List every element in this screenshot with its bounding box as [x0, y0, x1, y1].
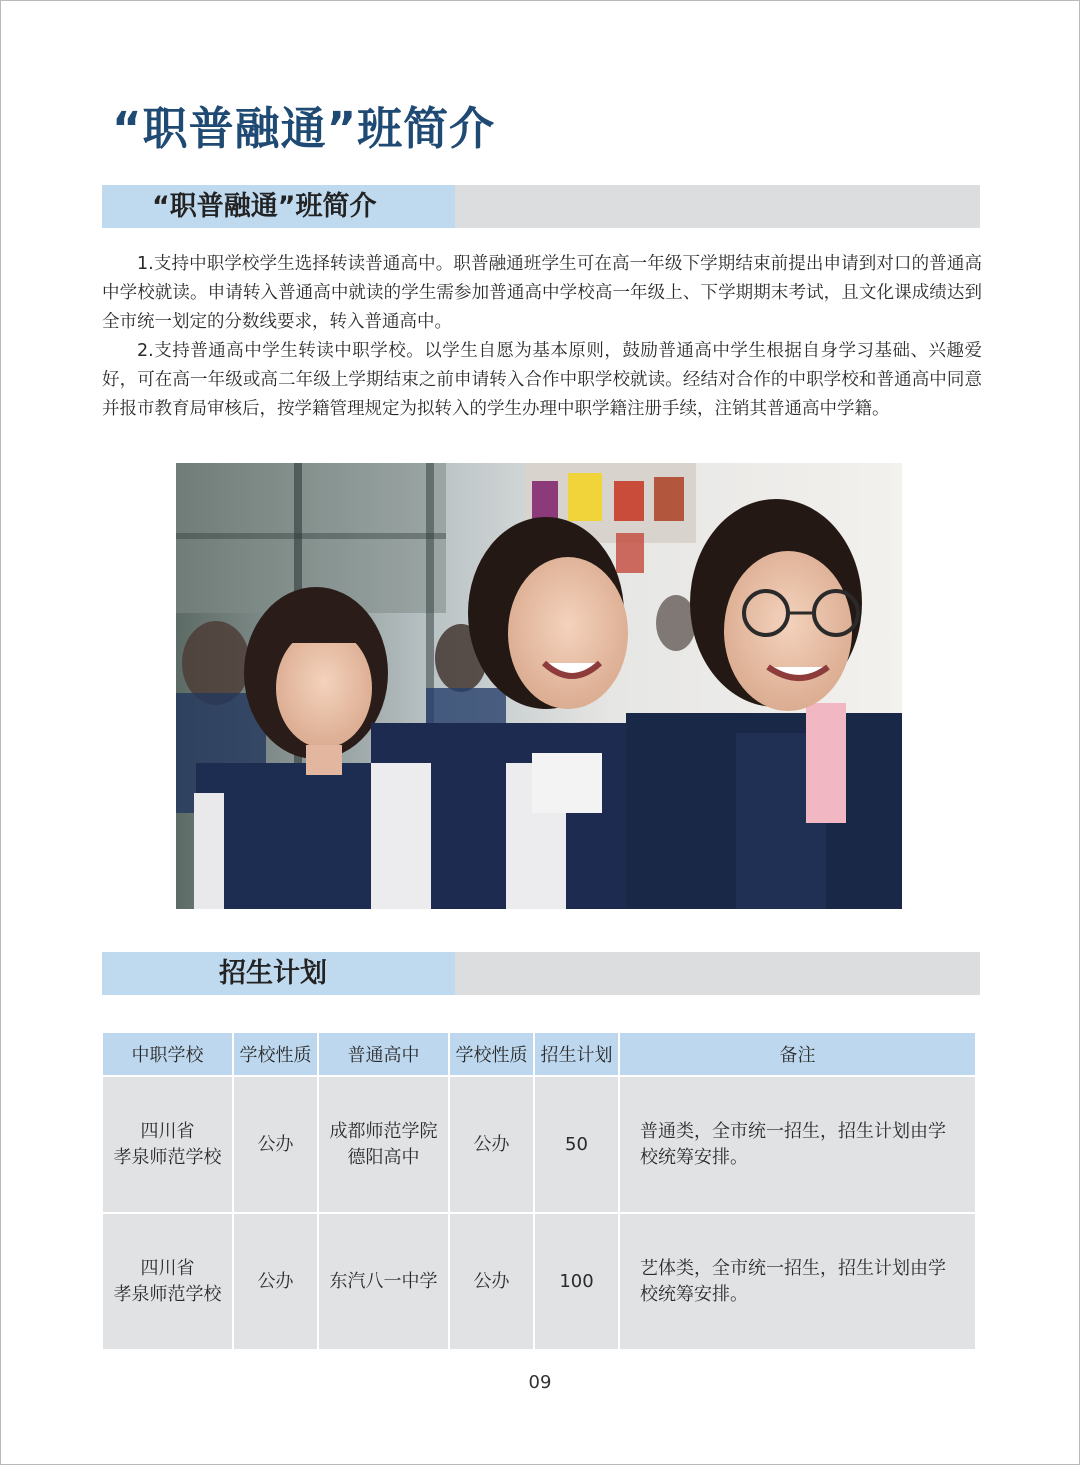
cell-high-school — [318, 1076, 449, 1213]
cell-line: 孝泉师范学校 — [113, 1146, 222, 1168]
column-header-vocational-school: 中职学校 — [103, 1033, 233, 1076]
intro-body — [102, 250, 982, 424]
column-header-high-school: 普通高中 — [318, 1033, 449, 1076]
cell-quota: 50 — [534, 1076, 619, 1213]
section-header-plan — [102, 952, 980, 995]
cell-line: 四川省 — [140, 1257, 195, 1279]
cell-vocational-type: 公办 — [233, 1213, 318, 1350]
cell-high-school-type: 公办 — [449, 1213, 534, 1350]
cell-vocational-type: 公办 — [233, 1076, 318, 1213]
column-header-high-school-type: 学校性质 — [449, 1033, 534, 1076]
students-photo — [176, 463, 902, 909]
cell-vocational-school — [103, 1213, 233, 1350]
section-heading-plan: 招生计划 — [219, 958, 327, 989]
column-header-quota: 招生计划 — [534, 1033, 619, 1076]
page-title: “职普融通”班简介 — [112, 102, 496, 155]
enrollment-plan-table — [103, 1033, 975, 1351]
table-row — [103, 1213, 975, 1350]
cell-vocational-school — [103, 1076, 233, 1213]
intro-paragraph-2: 2.支持普通高中学生转读中职学校。以学生自愿为基本原则，鼓励普通高中学生根据自身学习基础、兴趣爱好，可在高一年级或高二年级上学期结束之前申请转入合作中职学校就读。经结对合作的中职学校和普通高中同意并报市教育局审核后，按学籍管理规定为拟转入的学生办理中职学籍注册手续，注销其普通高中学籍。 — [102, 341, 982, 419]
cell-quota: 100 — [534, 1213, 619, 1350]
section-heading-intro: “职普融通”班简介 — [152, 191, 377, 222]
cell-line: 德阳高中 — [347, 1146, 420, 1168]
cell-line: 四川省 — [140, 1120, 195, 1142]
cell-remark: 普通类，全市统一招生，招生计划由学校统筹安排。 — [619, 1076, 975, 1213]
column-header-remark: 备注 — [619, 1033, 975, 1076]
cell-remark: 艺体类，全市统一招生，招生计划由学校统筹安排。 — [619, 1213, 975, 1350]
table-header-row — [103, 1033, 975, 1076]
cell-line: 成都师范学院 — [329, 1120, 438, 1142]
cell-high-school-type: 公办 — [449, 1076, 534, 1213]
intro-paragraph-1: 1.支持中职学校学生选择转读普通高中。职普融通班学生可在高一年级下学期结束前提出申请到对口的普通高中学校就读。申请转入普通高中就读的学生需参加普通高中学校高一年级上、下学期期末考试，且文化课成绩达到全市统一划定的分数线要求，转入普通高中。 — [102, 254, 982, 332]
table-row — [103, 1076, 975, 1213]
cell-line: 东汽八一中学 — [329, 1270, 438, 1292]
cell-high-school — [318, 1213, 449, 1350]
cell-line: 孝泉师范学校 — [113, 1283, 222, 1305]
page-number: 09 — [528, 1372, 552, 1393]
students-photo-illustration — [176, 463, 902, 909]
column-header-vocational-type: 学校性质 — [233, 1033, 318, 1076]
section-header-intro — [102, 185, 980, 228]
